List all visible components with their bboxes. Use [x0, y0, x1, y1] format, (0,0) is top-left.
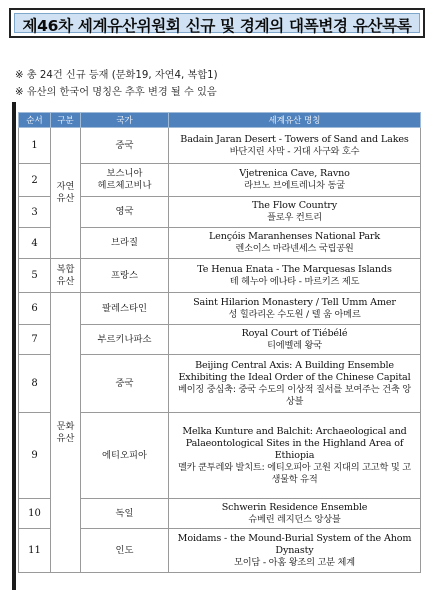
name-ko: 베이징 중심축: 중국 수도의 이상적 질서를 보여주는 건축 앙상블 — [178, 383, 411, 407]
row-number: 8 — [19, 355, 51, 413]
name-en: Vjetrenica Cave, Ravno — [239, 168, 350, 179]
row-number: 6 — [19, 293, 51, 325]
row-heritage-name — [169, 499, 421, 529]
category-nature — [51, 128, 81, 259]
name-en: Moidams - the Mound-Burial System of the Ahom Dynasty — [177, 532, 412, 556]
header-order: 순서 — [19, 113, 51, 128]
name-ko: 렌소이스 마라넨세스 국립공원 — [235, 243, 354, 254]
row-number: 3 — [19, 197, 51, 228]
row-country: 팔레스타인 — [81, 293, 169, 325]
row-heritage-name — [169, 325, 421, 355]
row-country: 에티오피아 — [81, 413, 169, 499]
row-country: 독일 — [81, 499, 169, 529]
header-heritage-name: 세계유산 명칭 — [169, 113, 421, 128]
name-ko: 모이담 - 아홈 왕조의 고분 체계 — [234, 556, 355, 568]
header-country: 국가 — [81, 113, 169, 128]
row-number: 10 — [19, 499, 51, 529]
title-box — [9, 8, 425, 38]
page-title: 제46차 세계유산위원회 신규 및 경계의 대폭변경 유산목록 — [22, 17, 412, 35]
note-naming: ※ 유산의 한국어 명칭은 추후 변경 될 수 있음 — [15, 87, 217, 98]
table-row — [19, 293, 421, 325]
left-margin-bar — [12, 102, 16, 590]
row-heritage-name — [169, 529, 421, 573]
row-heritage-name — [169, 128, 421, 164]
row-country: 부르키나파소 — [81, 325, 169, 355]
name-ko: 바단지린 사막 - 거대 사구와 호수 — [229, 145, 360, 157]
name-en: Lençóis Maranhenses National Park — [208, 231, 381, 242]
category-label: 자연 유산 — [56, 181, 75, 204]
name-en: Beijing Central Axis: A Building Ensemble Exhibiting the Ideal Order of the Chinese Capital — [178, 359, 411, 383]
name-ko: 플로우 컨트리 — [267, 212, 322, 223]
name-en: Te Henua Enata - The Marquesas Islands — [197, 263, 392, 275]
name-ko: 슈베린 레지던스 앙상블 — [248, 513, 341, 525]
name-ko: 성 힐라리온 수도원 / 텔 움 아메르 — [228, 308, 361, 320]
row-heritage-name — [169, 293, 421, 325]
heritage-table — [18, 112, 421, 573]
row-number: 1 — [19, 128, 51, 164]
row-heritage-name — [169, 164, 421, 197]
note-count: ※ 총 24건 신규 등재 (문화19, 자연4, 복합1) — [15, 70, 218, 81]
name-en: Saint Hilarion Monastery / Tell Umm Amer — [193, 296, 396, 308]
row-country: 영국 — [81, 197, 169, 228]
name-ko: 티에벨레 왕국 — [267, 339, 322, 351]
category-label: 복합 유산 — [56, 263, 75, 287]
row-heritage-name — [169, 259, 421, 293]
country-label: 보스니아 헤르체고비나 — [97, 168, 152, 191]
row-number: 11 — [19, 529, 51, 573]
row-heritage-name — [169, 197, 421, 228]
name-en: Melka Kunture and Balchit: Archaeological and Palaeontological Sites in the Highland Area of Ethiopia — [182, 425, 407, 461]
row-country: 중국 — [81, 355, 169, 413]
row-number: 2 — [19, 164, 51, 197]
row-country: 중국 — [81, 128, 169, 164]
row-country — [81, 164, 169, 197]
name-en: Royal Court of Tiébélé — [241, 327, 348, 339]
table-row — [19, 128, 421, 164]
row-number: 9 — [19, 413, 51, 499]
name-ko: 테 헤누아 에나타 - 마르키즈 제도 — [229, 275, 360, 287]
category-label: 문화 유산 — [56, 420, 75, 444]
category-mixed — [51, 259, 81, 293]
name-ko: 멜카 쿤투레와 발치트: 에티오피아 고원 지대의 고고학 및 고생물학 유적 — [178, 461, 411, 485]
row-country: 프랑스 — [81, 259, 169, 293]
row-number: 7 — [19, 325, 51, 355]
row-number: 4 — [19, 228, 51, 259]
name-en: The Flow Country — [251, 200, 337, 211]
row-heritage-name — [169, 228, 421, 259]
name-en: Badain Jaran Desert - Towers of Sand and Lakes — [180, 133, 409, 145]
table-header-row — [19, 113, 421, 128]
header-category: 구분 — [51, 113, 81, 128]
name-ko: 라브노 브에트레니차 동굴 — [244, 180, 345, 191]
table-row — [19, 259, 421, 293]
row-number: 5 — [19, 259, 51, 293]
row-heritage-name — [169, 413, 421, 499]
row-heritage-name — [169, 355, 421, 413]
row-country: 인도 — [81, 529, 169, 573]
row-country: 브라질 — [81, 228, 169, 259]
name-en: Schwerin Residence Ensemble — [221, 501, 368, 513]
category-culture — [51, 293, 81, 573]
